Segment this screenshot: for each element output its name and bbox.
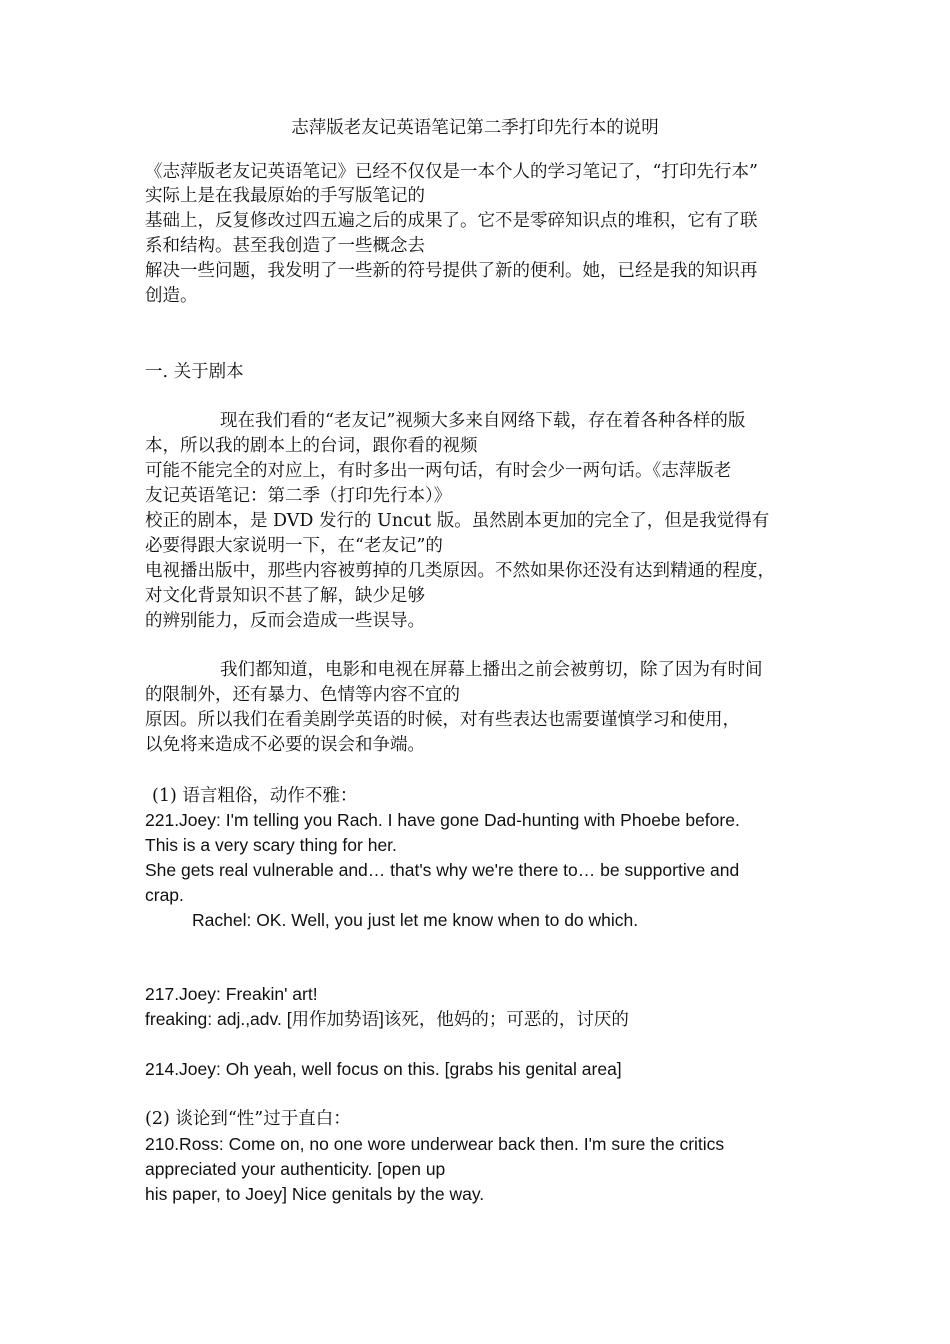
intro-line: 《志萍版老友记英语笔记》已经不仅仅是一本个人的学习笔记了，“打印先行本”	[145, 162, 758, 182]
document-title: 志萍版老友记英语笔记第二季打印先行本的说明	[291, 118, 659, 138]
intro-line: 创造。	[145, 286, 198, 306]
script-quote-line: She gets real vulnerable and… that's why we're there to… be supportive and	[145, 860, 740, 880]
subsection-heading: (2) 谈论到“性”过于直白：	[145, 1109, 351, 1129]
paragraph-line: 本，所以我的剧本上的台词，跟你看的视频	[145, 436, 478, 456]
section-heading: 一. 关于剧本	[145, 362, 244, 382]
paragraph-line: 我们都知道，电影和电视在屏幕上播出之前会被剪切，除了因为有时间	[220, 660, 763, 680]
paragraph-line: 友记英语笔记：第二季（打印先行本）》	[145, 486, 452, 506]
intro-line: 解决一些问题，我发明了一些新的符号提供了新的便利。她，已经是我的知识再	[145, 261, 758, 281]
paragraph-line: 原因。所以我们在看美剧学英语的时候，对有些表达也需要谨慎学习和使用，	[145, 710, 740, 730]
paragraph-line: 可能不能完全的对应上，有时多出一两句话，有时会少一两句话。《志萍版老	[145, 461, 732, 481]
paragraph-line: 校正的剧本，是 DVD 发行的 Uncut 版。虽然剧本更加的完全了，但是我觉得有	[145, 511, 770, 531]
script-quote-line: his paper, to Joey] Nice genitals by the way.	[145, 1184, 485, 1204]
script-quote-line: This is a very scary thing for her.	[145, 835, 397, 855]
script-quote-line: appreciated your authenticity. [open up	[145, 1159, 446, 1179]
subsection-heading: (1) 语言粗俗，动作不雅：	[152, 786, 358, 806]
intro-line: 基础上，反复修改过四五遍之后的成果了。它不是零碎知识点的堆积，它有了联	[145, 211, 758, 231]
script-quote-line: 210.Ross: Come on, no one wore underwear back then. I'm sure the critics	[145, 1134, 725, 1154]
paragraph-line: 现在我们看的“老友记”视频大多来自网络下载，存在着各种各样的版	[220, 411, 746, 431]
script-quote-line: 217.Joey: Freakin' art!	[145, 984, 318, 1004]
paragraph-line: 电视播出版中，那些内容被剪掉的几类原因。不然如果你还没有达到精通的程度，	[145, 561, 775, 581]
paragraph-line: 以免将来造成不必要的误会和争端。	[145, 735, 425, 755]
vocab-note: freaking: adj.,adv. [用作加势语]该死，他妈的；可恶的，讨厌的	[145, 1009, 629, 1029]
script-quote-line: Rachel: OK. Well, you just let me know when to do which.	[192, 910, 639, 930]
intro-line: 系和结构。甚至我创造了一些概念去	[145, 236, 425, 256]
script-quote-line: crap.	[145, 885, 184, 905]
intro-line: 实际上是在我最原始的手写版笔记的	[145, 186, 425, 206]
paragraph-line: 对文化背景知识不甚了解，缺少足够	[145, 586, 425, 606]
paragraph-line: 的限制外，还有暴力、色情等内容不宜的	[145, 685, 460, 705]
script-quote-line: 214.Joey: Oh yeah, well focus on this. [grabs his genital area]	[145, 1059, 622, 1079]
script-quote-line: 221.Joey: I'm telling you Rach. I have gone Dad-hunting with Phoebe before.	[145, 810, 740, 830]
paragraph-line: 必要得跟大家说明一下，在“老友记”的	[145, 536, 443, 556]
paragraph-line: 的辨别能力，反而会造成一些误导。	[145, 611, 425, 631]
